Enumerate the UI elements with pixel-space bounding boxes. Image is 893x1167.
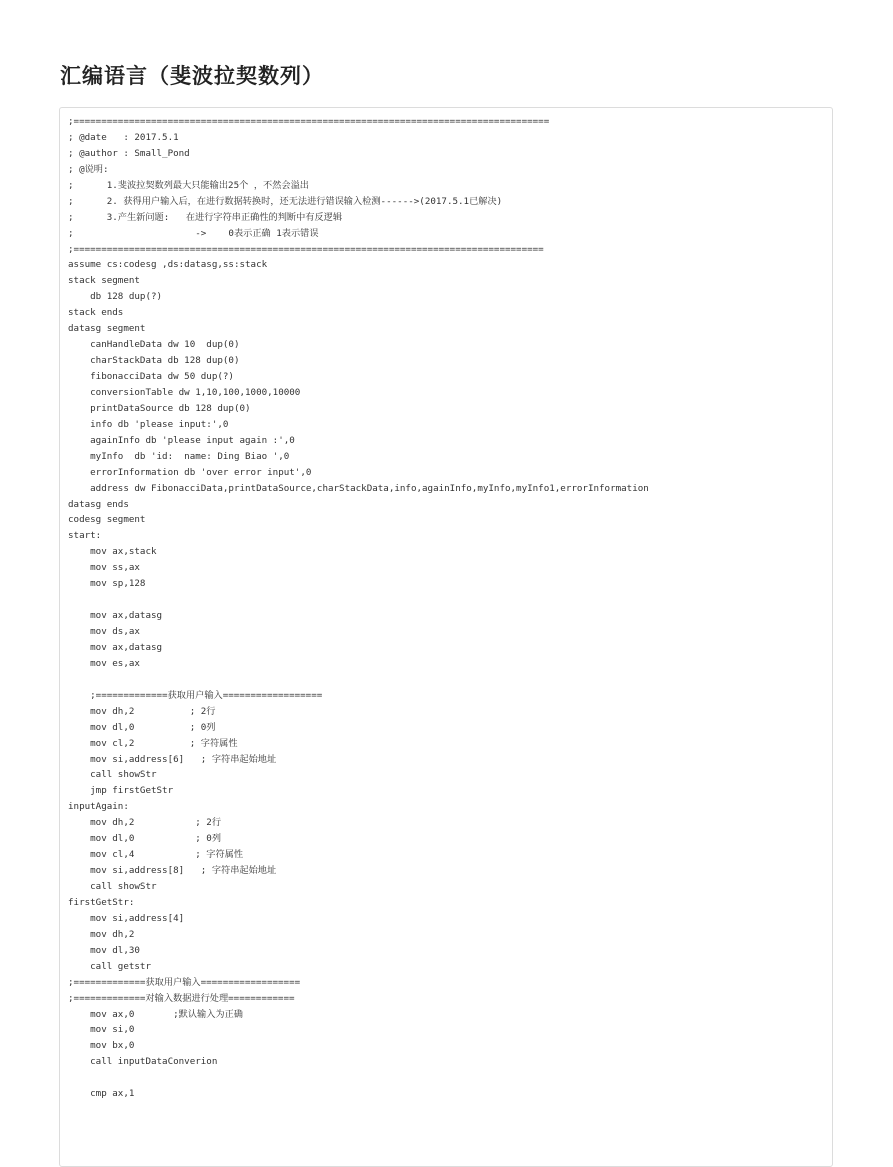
code-line: mov dh,2 ; 2行 xyxy=(68,817,222,829)
code-line: ;====================================================================================== xyxy=(68,116,550,127)
code-line: fibonacciData dw 50 dup(?) xyxy=(68,371,234,382)
code-line: stack segment xyxy=(68,275,140,287)
code-line: mov ax,stack xyxy=(68,546,157,558)
code-line: info db 'please input:',0 xyxy=(68,418,229,430)
code-line: mov si,address[8] ; 字符串起始地址 xyxy=(68,865,277,877)
code-line: mov es,ax xyxy=(68,657,140,669)
code-line: datasg segment xyxy=(68,323,146,335)
code-line: canHandleData dw 10 dup(0) xyxy=(68,339,240,351)
code-line: firstGetStr: xyxy=(68,896,135,908)
code-line: mov cl,4 ; 字符属性 xyxy=(68,849,244,861)
code-line: mov dl,30 xyxy=(68,944,140,956)
code-line xyxy=(68,592,828,608)
code-line: mov dh,2 xyxy=(68,928,135,940)
code-line: charStackData db 128 dup(0) xyxy=(68,355,240,367)
code-line: call showStr xyxy=(68,769,157,781)
code-line: mov dl,0 ; 0列 xyxy=(68,721,216,733)
code-line: inputAgain: xyxy=(68,801,129,813)
code-line: ; 2. 获得用户输入后，在进行数据转换时，还无法进行错误输入检测------>(2017.5.1已解决) xyxy=(68,195,503,207)
code-line: myInfo db 'id: name: Ding Biao ',0 xyxy=(68,450,290,462)
code-line: ; @author : Small_Pond xyxy=(68,147,190,159)
code-line: mov si,address[6] ; 字符串起始地址 xyxy=(68,753,277,765)
code-line: mov dl,0 ; 0列 xyxy=(68,833,222,845)
code-line xyxy=(68,672,828,688)
code-line: start: xyxy=(68,530,102,542)
code-line: mov ax,0 ;默认输入为正确 xyxy=(68,1008,243,1020)
code-line: db 128 dup(?) xyxy=(68,291,163,303)
code-line: cmp ax,1 xyxy=(68,1088,135,1100)
code-line xyxy=(68,1070,828,1086)
code-line: ;=============获取用户输入================== xyxy=(68,689,323,701)
code-line: codesg segment xyxy=(68,514,146,526)
code-line: assume cs:codesg ,ds:datasg,ss:stack xyxy=(68,259,268,271)
code-line: call getstr xyxy=(68,960,151,972)
code-line: call inputDataConverion xyxy=(68,1056,218,1068)
code-line: ; 3.产生新问题: 在进行字符串正确性的判断中有反逻辑 xyxy=(68,211,343,223)
code-line: ;===================================================================================== xyxy=(68,243,544,255)
code-line: jmp firstGetStr xyxy=(68,785,174,797)
code-line: address dw FibonacciData,printDataSource,charStackData,info,againInfo,myInfo,myInfo1,errorInformation xyxy=(68,482,649,494)
code-line: datasg ends xyxy=(68,498,129,510)
page-title: 汇编语言（斐波拉契数列） xyxy=(60,64,324,88)
code-line: call showStr xyxy=(68,881,157,892)
code-line: errorInformation db 'over error input',0 xyxy=(68,466,312,478)
code-line: stack ends xyxy=(68,307,124,319)
code-line: ; @说明: xyxy=(68,163,109,175)
code-line: ;=============获取用户输入================== xyxy=(68,976,301,988)
code-line: mov bx,0 xyxy=(68,1040,135,1052)
code-line: mov ss,ax xyxy=(68,562,140,574)
code-line: conversionTable dw 1,10,100,1000,10000 xyxy=(68,386,301,398)
code-line: mov ax,datasg xyxy=(68,610,163,622)
code-line: mov ds,ax xyxy=(68,626,140,637)
code-line: ; -> 0表示正确 1表示错误 xyxy=(68,227,319,239)
code-line: printDataSource db 128 dup(0) xyxy=(68,402,251,414)
code-line: mov ax,datasg xyxy=(68,641,163,653)
code-line: ; @date : 2017.5.1 xyxy=(68,131,179,143)
code-line: mov sp,128 xyxy=(68,578,146,590)
code-block[interactable] xyxy=(59,107,833,1167)
code-line: mov si,0 xyxy=(68,1024,135,1036)
code-line: againInfo db 'please input again :',0 xyxy=(68,434,295,446)
code-lines xyxy=(68,114,828,1102)
code-line: ; 1.斐波拉契数列最大只能输出25个 ，不然会溢出 xyxy=(68,179,309,191)
code-line: mov si,address[4] xyxy=(68,912,185,924)
code-line: mov dh,2 ; 2行 xyxy=(68,705,216,717)
code-line: mov cl,2 ; 字符属性 xyxy=(68,737,238,749)
code-line: ;=============对输入数据进行处理============ xyxy=(68,992,295,1004)
